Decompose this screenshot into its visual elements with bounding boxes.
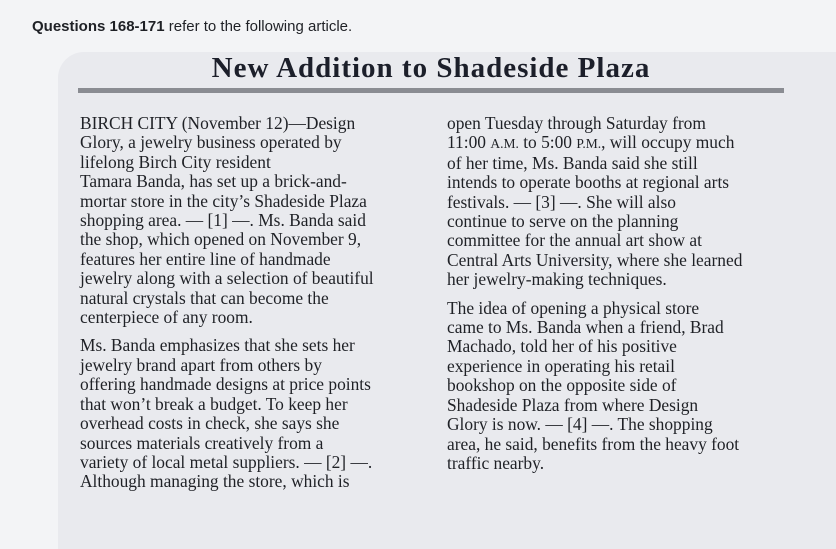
- text-line: centerpiece of any room.: [80, 307, 253, 328]
- text-line: committee for the annual art show at: [447, 230, 702, 251]
- question-range: Questions 168-171: [32, 18, 165, 35]
- text-line: Although managing the store, which is: [80, 471, 350, 492]
- text-line: Shadeside Plaza from where Design: [447, 394, 699, 415]
- am-marker: A.M.: [490, 136, 519, 152]
- paragraph-brand: [80, 336, 425, 491]
- text-line: Glory, a jewelry business operated by: [80, 132, 342, 153]
- text-line: BIRCH CITY (November 12)—Design: [80, 113, 356, 133]
- text-line: Tamara Banda, has set up a brick-and-: [80, 171, 347, 192]
- text-line: mortar store in the city’s Shadeside Plaza: [80, 190, 367, 211]
- text-line: variety of local metal suppliers. — [2] —.: [80, 451, 373, 472]
- title-rule: [78, 88, 784, 93]
- text-line: traffic nearby.: [447, 452, 545, 473]
- article-title: New Addition to Shadeside Plaza: [211, 52, 651, 84]
- text-line: offering handmade designs at price points: [80, 374, 371, 395]
- text-line: natural crystals that can become the: [80, 287, 329, 308]
- text-line: sources materials creatively from a: [80, 432, 324, 453]
- text-line: experience in operating his retail: [447, 355, 675, 376]
- text-line: came to Ms. Banda when a friend, Brad: [447, 317, 724, 338]
- text-line: Central Arts University, where she learned: [447, 249, 743, 270]
- text-line: open Tuesday through Saturday from: [447, 113, 706, 133]
- text-line: area, he said, benefits from the heavy foot: [447, 433, 740, 454]
- text-line: Machado, told her of his positive: [447, 336, 677, 357]
- text-line: jewelry brand apart from others by: [80, 354, 322, 375]
- text-line: continue to serve on the planning: [447, 211, 679, 232]
- text-line: her jewelry-making techniques.: [447, 269, 667, 290]
- text-line: Ms. Banda emphasizes that she sets her: [80, 335, 355, 356]
- text-line: the shop, which opened on November 9,: [80, 229, 362, 250]
- text-line: bookshop on the opposite side of: [447, 375, 677, 396]
- paragraph-idea: [447, 299, 797, 474]
- text-line: Glory is now. — [4] —. The shopping: [447, 414, 713, 435]
- text-line: [447, 133, 797, 153]
- text-line: shopping area. — [1] —. Ms. Banda said: [80, 210, 366, 231]
- pm-marker: P.M.: [576, 136, 602, 152]
- text-line: jewelry along with a selection of beautiful: [80, 268, 374, 289]
- text-line: The idea of opening a physical store: [447, 297, 700, 318]
- text-line: lifelong Birch City resident: [80, 151, 271, 172]
- text-line: features her entire line of handmade: [80, 248, 331, 269]
- text-fragment: , will occupy much: [601, 132, 735, 153]
- text-line: overhead costs in check, she says she: [80, 413, 340, 434]
- article-left-column: [80, 114, 425, 501]
- text-line: of her time, Ms. Banda said she still: [447, 152, 698, 173]
- question-header: [32, 18, 352, 35]
- text-line: intends to operate booths at regional arts: [447, 172, 730, 193]
- article-right-column: [447, 114, 797, 482]
- paragraph-schedule: [447, 114, 797, 290]
- question-intro: refer to the following article.: [168, 18, 353, 35]
- text-fragment: 11:00: [447, 132, 491, 153]
- text-line: that won’t break a budget. To keep her: [80, 393, 348, 414]
- text-line: festivals. — [3] —. She will also: [447, 191, 676, 212]
- paragraph-intro: [80, 114, 425, 327]
- text-fragment: to 5:00: [518, 132, 577, 153]
